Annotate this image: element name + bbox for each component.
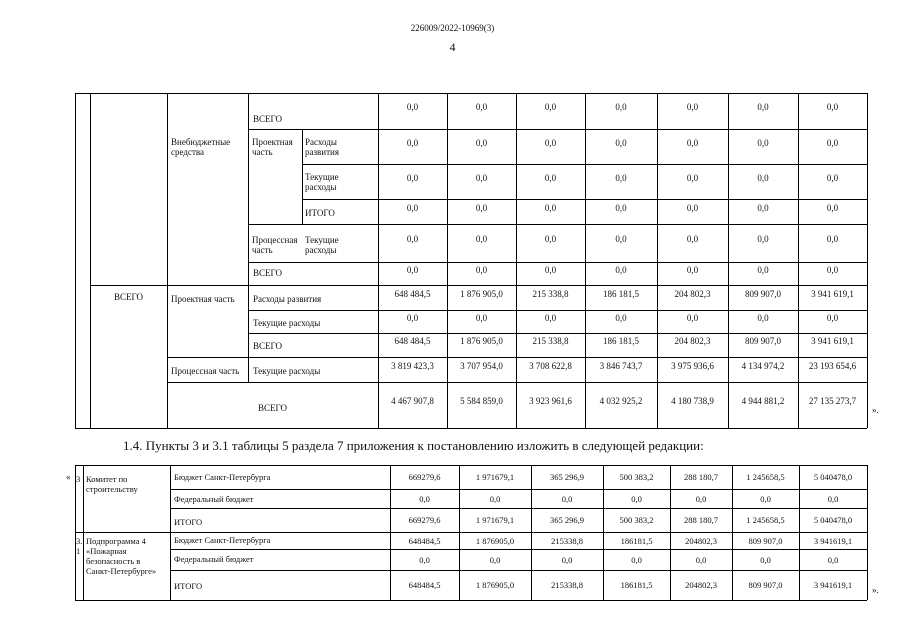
value-cell: 3 941 619,1 xyxy=(811,288,854,299)
value-cell: 1 245658,5 xyxy=(746,472,785,482)
value-cell: 0,0 xyxy=(615,234,627,244)
row-label-federal: Федеральный бюджет xyxy=(174,494,254,504)
value-cell: 0,0 xyxy=(827,554,839,565)
value-cell: 204802,3 xyxy=(685,580,717,590)
value-cell: 0,0 xyxy=(561,493,573,504)
value-cell: 215 338,8 xyxy=(532,288,569,299)
value-cell: 0,0 xyxy=(489,493,501,504)
item-number: 3.1 xyxy=(76,536,83,556)
value-cell: 0,0 xyxy=(826,312,839,323)
value-cell: 0,0 xyxy=(475,102,488,112)
value-cell: 186181,5 xyxy=(620,580,653,590)
value-cell: 0,0 xyxy=(615,102,627,112)
row-label-current: Текущие расходы xyxy=(305,235,339,255)
value-cell: 648484,5 xyxy=(408,535,441,546)
row-label-itogo: ИТОГО xyxy=(174,517,203,527)
value-cell: 0,0 xyxy=(475,202,488,213)
value-cell: 0,0 xyxy=(406,202,419,213)
row-label-process-part: Процессная часть xyxy=(171,366,240,376)
value-cell: 0,0 xyxy=(757,137,769,148)
row-label-offbudget: Внебюджетные средства xyxy=(171,137,231,157)
row-label-grand-total: ВСЕГО xyxy=(258,403,287,413)
value-cell: 1 876 905,0 xyxy=(460,336,503,346)
value-cell: 288 180,7 xyxy=(684,515,718,525)
value-cell: 0,0 xyxy=(544,264,557,275)
value-cell: 0,0 xyxy=(406,264,419,275)
value-cell: 0,0 xyxy=(760,493,771,504)
value-cell: 0,0 xyxy=(757,102,769,112)
value-cell: 0,0 xyxy=(406,234,419,244)
document-id: 226009/2022-10969(3) xyxy=(410,23,495,33)
value-cell: 1 876905,0 xyxy=(475,535,515,546)
value-cell: 0,0 xyxy=(406,102,419,112)
value-cell: 0,0 xyxy=(686,172,699,183)
value-cell: 648 484,5 xyxy=(394,288,431,299)
value-cell: 0,0 xyxy=(544,312,557,323)
row-label-current: Текущие расходы xyxy=(253,318,321,328)
value-cell: 5 040478,0 xyxy=(813,515,853,525)
value-cell: 186 181,5 xyxy=(603,288,639,299)
value-cell: 204 802,3 xyxy=(674,288,711,299)
value-cell: 4 944 881,2 xyxy=(741,396,785,406)
value-cell: 0,0 xyxy=(419,493,430,504)
value-cell: 0,0 xyxy=(631,493,642,504)
value-cell: 0,0 xyxy=(489,554,501,565)
value-cell: 1 245658,5 xyxy=(746,515,785,525)
row-label-grand-total: ВСЕГО xyxy=(114,292,143,302)
row-label-itogo: ИТОГО xyxy=(174,581,203,591)
row-label-total: ВСЕГО xyxy=(253,341,282,351)
value-cell: 204 802,3 xyxy=(674,336,711,346)
value-cell: 3 846 743,7 xyxy=(599,360,643,371)
row-label-project-part: Проектная часть xyxy=(252,137,293,157)
value-cell: 0,0 xyxy=(615,312,627,323)
value-cell: 809 907,0 xyxy=(748,580,783,590)
value-cell: 0,0 xyxy=(686,264,699,275)
value-cell: 0,0 xyxy=(695,493,707,504)
row-label-total: ВСЕГО xyxy=(253,268,282,278)
value-cell: 215 338,8 xyxy=(532,336,569,346)
value-cell: 0,0 xyxy=(695,554,707,565)
value-cell: 0,0 xyxy=(544,172,557,183)
closing-quote: ». xyxy=(872,405,879,415)
value-cell: 3 923 961,6 xyxy=(529,396,572,406)
value-cell: 0,0 xyxy=(686,137,699,148)
value-cell: 5 040478,0 xyxy=(813,472,853,482)
row-label-development: Расходы развития xyxy=(305,137,340,157)
value-cell: 0,0 xyxy=(631,554,642,565)
value-cell: 809 907,0 xyxy=(745,336,781,346)
value-cell: 0,0 xyxy=(686,202,699,213)
value-cell: 1 876 905,0 xyxy=(460,288,503,299)
item-name: Комитет по строительству xyxy=(86,474,138,494)
value-cell: 0,0 xyxy=(826,202,839,213)
value-cell: 23 193 654,6 xyxy=(808,360,857,371)
value-cell: 365 296,9 xyxy=(550,472,584,482)
value-cell: 0,0 xyxy=(686,234,699,244)
amendment-paragraph: 1.4. Пункты 3 и 3.1 таблицы 5 раздела 7 приложения к постановлению изложить в следующей редакции: xyxy=(123,438,704,453)
closing-quote: ». xyxy=(872,585,879,595)
row-label-current: Текущие расходы xyxy=(253,366,321,376)
value-cell: 3 819 423,3 xyxy=(391,360,434,371)
item-number: 3 xyxy=(76,474,81,484)
value-cell: 4 134 974,2 xyxy=(741,360,785,371)
value-cell: 1 971679,1 xyxy=(475,472,515,482)
value-cell: 648 484,5 xyxy=(394,336,431,346)
value-cell: 809 907,0 xyxy=(745,288,781,299)
value-cell: 0,0 xyxy=(561,554,573,565)
row-label-itogo: ИТОГО xyxy=(305,208,335,218)
value-cell: 186 181,5 xyxy=(603,336,639,346)
value-cell: 0,0 xyxy=(615,264,627,275)
value-cell: 0,0 xyxy=(757,312,769,323)
value-cell: 204802,3 xyxy=(685,535,717,546)
value-cell: 0,0 xyxy=(760,554,771,565)
row-label-project-part: Проектная часть xyxy=(171,294,235,304)
row-label-spb-budget: Бюджет Санкт-Петербурга xyxy=(174,535,271,545)
value-cell: 4 180 738,9 xyxy=(671,396,714,406)
value-cell: 0,0 xyxy=(826,102,839,112)
value-cell: 0,0 xyxy=(475,172,488,183)
item-name: Подпрограмма 4 «Пожарная безопасность в Санкт-Петербурге» xyxy=(86,536,157,576)
value-cell: 0,0 xyxy=(475,312,488,323)
value-cell: 4 467 907,8 xyxy=(391,396,434,406)
value-cell: 3 941619,1 xyxy=(813,535,853,546)
value-cell: 0,0 xyxy=(544,202,557,213)
value-cell: 0,0 xyxy=(615,172,627,183)
row-label-current: Текущие расходы xyxy=(305,172,339,192)
value-cell: 0,0 xyxy=(757,234,769,244)
value-cell: 0,0 xyxy=(475,264,488,275)
value-cell: 669279,6 xyxy=(408,515,441,525)
value-cell: 0,0 xyxy=(757,202,769,213)
value-cell: 0,0 xyxy=(475,234,488,244)
value-cell: 0,0 xyxy=(475,137,488,148)
opening-quote: « xyxy=(66,472,71,482)
value-cell: 500 383,2 xyxy=(619,472,654,482)
value-cell: 0,0 xyxy=(826,264,839,275)
value-cell: 0,0 xyxy=(544,234,557,244)
value-cell: 809 907,0 xyxy=(748,535,783,546)
value-cell: 3 975 936,6 xyxy=(671,360,714,371)
value-cell: 0,0 xyxy=(406,172,419,183)
value-cell: 0,0 xyxy=(826,234,839,244)
value-cell: 0,0 xyxy=(826,137,839,148)
value-cell: 1 971679,1 xyxy=(475,515,515,525)
value-cell: 27 135 273,7 xyxy=(808,396,857,406)
value-cell: 215338,8 xyxy=(551,535,583,546)
value-cell: 0,0 xyxy=(406,137,419,148)
value-cell: 0,0 xyxy=(757,264,769,275)
value-cell: 0,0 xyxy=(615,202,627,213)
row-label-total: ВСЕГО xyxy=(253,114,282,124)
value-cell: 0,0 xyxy=(406,312,419,323)
value-cell: 0,0 xyxy=(757,172,769,183)
value-cell: 186181,5 xyxy=(620,535,653,546)
value-cell: 648484,5 xyxy=(408,580,441,590)
page-number: 4 xyxy=(449,40,456,54)
value-cell: 0,0 xyxy=(686,102,699,112)
row-label-development: Расходы развития xyxy=(253,294,322,304)
value-cell: 669279,6 xyxy=(408,472,441,482)
value-cell: 0,0 xyxy=(615,137,627,148)
value-cell: 288 180,7 xyxy=(684,472,718,482)
value-cell: 5 584 859,0 xyxy=(460,396,503,406)
value-cell: 0,0 xyxy=(544,102,557,112)
value-cell: 3 941619,1 xyxy=(813,580,853,590)
value-cell: 3 708 622,8 xyxy=(529,360,572,371)
value-cell: 365 296,9 xyxy=(550,515,584,525)
value-cell: 0,0 xyxy=(686,312,699,323)
value-cell: 215338,8 xyxy=(551,580,583,590)
value-cell: 3 707 954,0 xyxy=(460,360,503,371)
value-cell: 3 941 619,1 xyxy=(811,336,854,346)
value-cell: 4 032 925,2 xyxy=(599,396,643,406)
value-cell: 500 383,2 xyxy=(619,515,654,525)
value-cell: 0,0 xyxy=(827,493,839,504)
value-cell: 0,0 xyxy=(826,172,839,183)
value-cell: 0,0 xyxy=(419,554,430,565)
row-label-process-part: Процессная часть xyxy=(252,235,298,255)
value-cell: 0,0 xyxy=(544,137,557,148)
row-label-spb-budget: Бюджет Санкт-Петербурга xyxy=(174,472,271,482)
value-cell: 1 876905,0 xyxy=(475,580,515,590)
row-label-federal: Федеральный бюджет xyxy=(174,554,254,564)
